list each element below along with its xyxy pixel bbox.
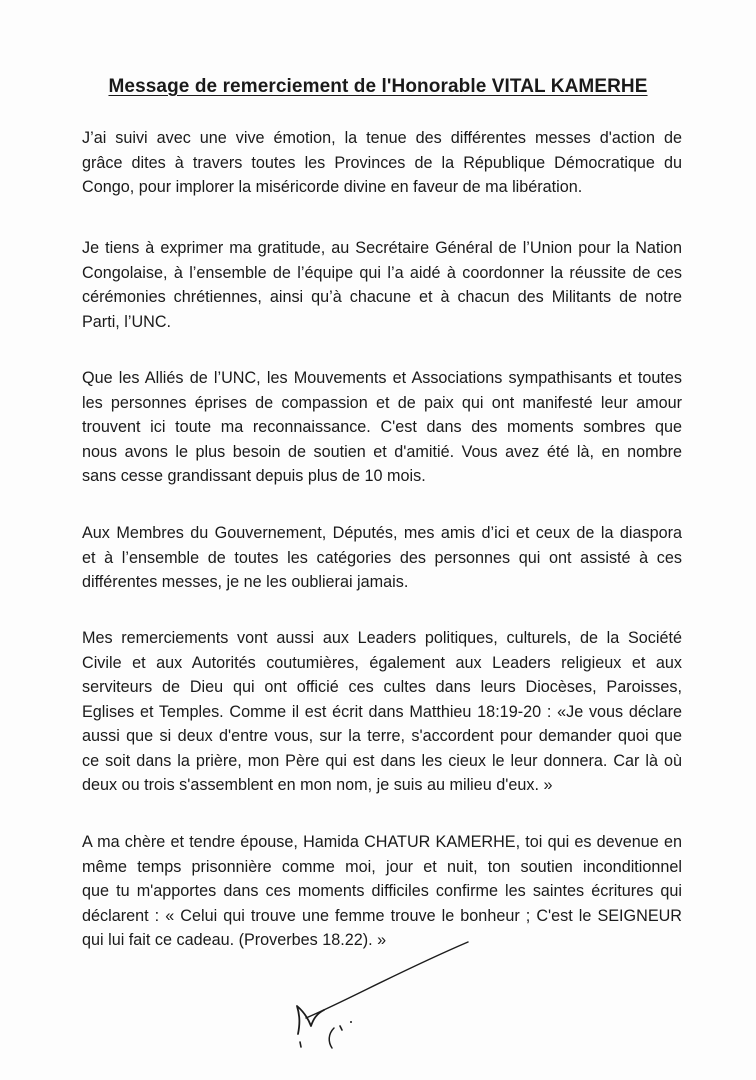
paragraph-line: aussi que si deux d'entre vous, sur la terre, s'accordent pour demander quoi que [82,727,682,745]
paragraph-line: grâce dites à travers toutes les Provinces de la République Démocratique du [82,153,682,172]
paragraph-1 [82,126,682,200]
paragraph-line: Je tiens à exprimer ma gratitude, au Secrétaire Général de l’Union pour la Nation [82,239,682,257]
paragraph-line: ce soit dans la prière, mon Père qui est dans les cieux le leur donnera. Car là où [82,751,682,770]
paragraph-line: les personnes éprises de compassion et de paix qui ont manifesté leur amour [82,393,682,412]
paragraph-line: et à l’ensemble de toutes les catégories des personnes qui ont assisté à ces [82,548,682,567]
paragraph-line: serviteurs de Dieu qui ont officié ces cultes dans leurs Diocèses, Paroisses, [82,678,682,696]
paragraph-line: nous avons le plus besoin de soutien et d'amitié. Vous avez été là, en nombre [82,442,682,461]
paragraph-line: A ma chère et tendre épouse, Hamida CHATUR KAMERHE, toi qui es devenue en [82,833,682,851]
paragraph-line: Civile et aux Autorités coutumières, également aux Leaders religieux et aux [82,653,682,672]
paragraph-line: Mes remerciements vont aussi aux Leaders politiques, culturels, de la Société [82,629,682,647]
paragraph-line: Congolaise, à l’ensemble de l’équipe qui l’a aidé à coordonner la réussite de ces [82,263,682,282]
paragraph-line: qui lui fait ce cadeau. (Proverbes 18.22). » [82,931,387,949]
document-title: Message de remerciement de l'Honorable VITAL KAMERHE [108,76,648,97]
paragraph-5 [82,626,682,798]
paragraph-line: Que les Alliés de l’UNC, les Mouvements et Associations sympathisants et toutes [82,369,682,387]
paragraph-line: Parti, l’UNC. [82,312,172,331]
handwritten-signature [278,934,478,1054]
paragraph-line: J’ai suivi avec une vive émotion, la tenue des différentes messes d'action de [82,129,682,147]
paragraph-line: trouvent ici toute ma reconnaissance. C'est dans des moments sombres que [82,418,682,436]
paragraph-line: Eglises et Temples. Comme il est écrit dans Matthieu 18:19-20 : «Je vous déclare [82,702,682,721]
paragraph-line: même temps prisonnière comme moi, jour et nuit, ton soutien inconditionnel [82,857,682,876]
paragraph-2 [82,236,682,334]
paragraph-3 [82,366,682,489]
paragraph-line: que tu m'apportes dans ces moments difficiles confirme les saintes écritures qui [82,882,682,900]
paragraph-line: Congo, pour implorer la miséricorde divine en faveur de ma libération. [82,178,583,196]
paragraph-line: cérémonies chrétiennes, ainsi qu’à chacune et à chacun des Militants de notre [82,288,682,306]
paragraph-line: deux ou trois s'assemblent en mon nom, je suis au milieu d'eux. » [82,776,553,794]
paragraph-4 [82,521,682,595]
paragraph-line: Aux Membres du Gouvernement, Députés, mes amis d’ici et ceux de la diaspora [82,524,682,542]
paragraph-line: déclarent : « Celui qui trouve une femme trouve le bonheur ; C'est le SEIGNEUR [82,906,682,925]
paragraph-line: sans cesse grandissant depuis plus de 10 mois. [82,467,426,485]
paragraph-line: différentes messes, je ne les oublierai jamais. [82,573,409,591]
